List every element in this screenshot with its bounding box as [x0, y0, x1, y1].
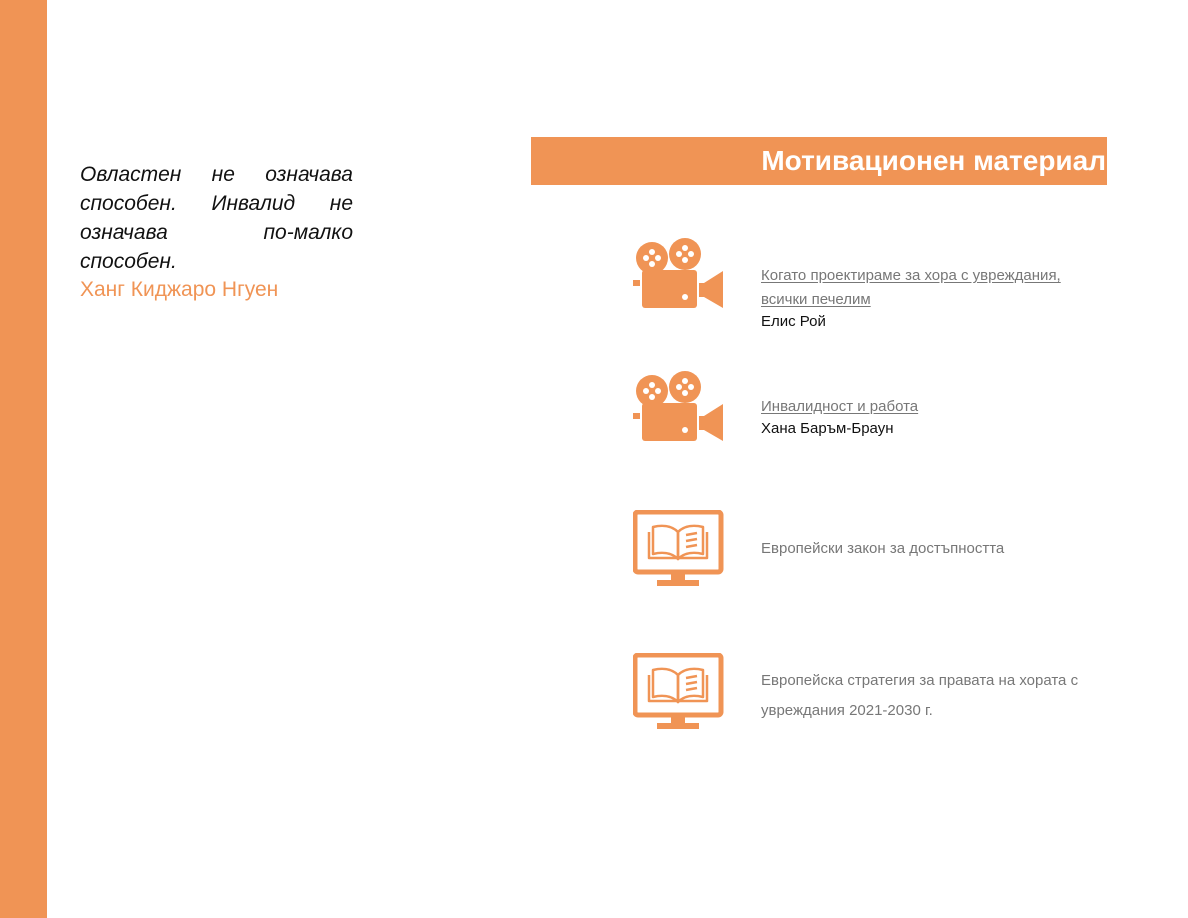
video-author: Хана Баръм-Браун [761, 420, 894, 437]
monitor-book-icon [633, 510, 725, 586]
film-camera-icon [633, 371, 725, 441]
list-item [761, 264, 1101, 331]
section-title: Мотивационен материал [531, 137, 1107, 185]
document-title[interactable]: Европейски закон за достъпността [761, 540, 1005, 557]
video-author: Елис Рой [761, 313, 826, 330]
quote-author: Ханг Киджаро Нгуен [80, 278, 279, 301]
video-link-title[interactable]: Когато проектираме за хора с увреждания, всички печелим [761, 267, 1061, 308]
monitor-book-icon [633, 653, 725, 729]
document-title[interactable]: Европейска стратегия за правата на хората с увреждания 2021-2030 г. [761, 672, 1079, 719]
list-item [761, 666, 1091, 726]
list-item [761, 537, 1101, 561]
list-item [761, 395, 1101, 438]
film-camera-icon [633, 238, 725, 308]
quote-text: Овластен не означава способен. Инвалид не означава по-малко способен. [80, 163, 353, 273]
video-link-title[interactable]: Инвалидност и работа [761, 398, 919, 415]
left-accent-bar [0, 0, 47, 918]
